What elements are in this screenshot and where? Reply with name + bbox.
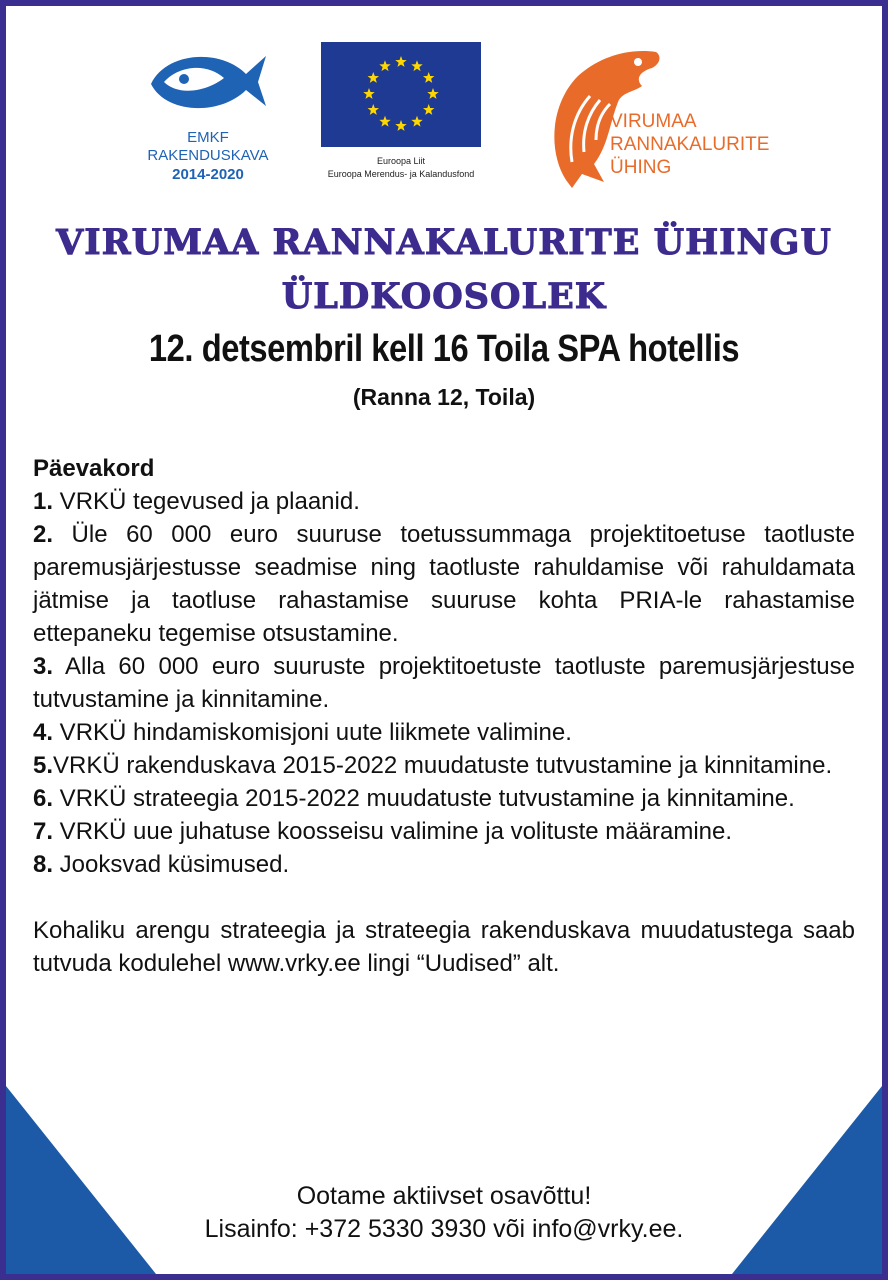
agenda-item-text: Üle 60 000 euro suuruse toetussummaga projektitoetuse taotluste paremusjärjestusse seadmise ning taotluste rahuldamise või rahuldamata jätmise ja taotluse rahastamise suuruse kohta PRIA-le rahastamise ettepaneku tegemise otsustamine. (33, 521, 855, 647)
eu-star-icon (368, 104, 379, 115)
event-address: (Ranna 12, Toila) (352, 384, 536, 410)
agenda-item (33, 518, 855, 650)
agenda-item (33, 749, 855, 782)
eu-star-icon (423, 104, 434, 115)
emkf-years-label: 2014-2020 (172, 166, 244, 183)
vrku-label-line1: VIRUMAA (610, 111, 697, 132)
emkf-program-label: RAKENDUSKAVA (147, 147, 269, 164)
agenda-item-number: 2. (33, 521, 54, 548)
eu-star-icon (379, 60, 390, 71)
vrku-logo (538, 42, 788, 192)
agenda-item-number: 1. (33, 488, 54, 515)
eu-star-icon (368, 72, 379, 83)
logo-bar (6, 6, 882, 206)
agenda-item-text: Alla 60 000 euro suuruste projektitoetuste taotluste paremusjärjestuse tutvustamine ja kinnitamine. (33, 653, 855, 713)
emkf-logo (118, 44, 298, 189)
agenda-item-text: VRKÜ uue juhatuse koosseisu valimine ja volituste määramine. (53, 818, 733, 845)
contact-info: Lisainfo: +372 5330 3930 või info@vrky.ee. (204, 1215, 684, 1243)
invitation-text: Ootame aktiivset osavõttu! (296, 1182, 592, 1210)
agenda-item-number: 5. (33, 752, 54, 779)
footer (6, 1180, 882, 1246)
eu-star-icon (379, 116, 390, 127)
agenda-item (33, 815, 855, 848)
agenda-item (33, 650, 855, 716)
vrku-label-line3: ÜHING (610, 157, 672, 178)
agenda-item-text: VRKÜ tegevused ja plaanid. (53, 488, 360, 515)
agenda-item-text: Jooksvad küsimused. (53, 851, 290, 878)
agenda-item (33, 848, 855, 881)
eu-star-icon (423, 72, 434, 83)
agenda-item-number: 3. (33, 653, 54, 680)
eu-star-icon (363, 88, 374, 99)
agenda-item-number: 8. (33, 851, 54, 878)
eu-logo (321, 42, 481, 190)
fish-icon (148, 44, 268, 119)
event-title-line1: VIRUMAA RANNAKALURITE ÜHINGU (56, 222, 832, 263)
vrku-label-line2: RANNAKALURITE (610, 134, 770, 155)
eu-star-icon (395, 56, 406, 67)
agenda-title: Päevakord (33, 455, 155, 482)
agenda-item (33, 485, 855, 518)
agenda-item (33, 716, 855, 749)
eu-star-icon (411, 60, 422, 71)
eu-star-icon (411, 116, 422, 127)
strategy-note: Kohaliku arengu strateegia ja strateegia rakenduskava muudatustega saab tutvuda kodulehel www.vrky.ee lingi “Uudised” alt. (33, 917, 855, 977)
agenda-item (33, 782, 855, 815)
eu-flag (321, 42, 481, 147)
eu-fund-label: Euroopa Merendus- ja Kalandusfond (327, 169, 475, 179)
agenda-item-text: VRKÜ rakenduskava 2015-2022 muudatuste tutvustamine ja kinnitamine. (53, 752, 833, 779)
agenda-item-number: 4. (33, 719, 54, 746)
agenda-item-number: 6. (33, 785, 54, 812)
agenda (33, 452, 855, 980)
eu-label: Euroopa Liit (376, 156, 426, 166)
agenda-spacer (33, 881, 855, 914)
agenda-item-number: 7. (33, 818, 54, 845)
event-date-location: 12. detsembril kell 16 Toila SPA hotellis (148, 328, 740, 370)
emkf-label: EMKF (187, 129, 229, 146)
agenda-item-text: VRKÜ hindamiskomisjoni uute liikmete valimine. (53, 719, 572, 746)
event-title-line2: ÜLDKOOSOLEK (281, 276, 607, 317)
eu-stars-icon (321, 42, 481, 147)
eu-star-icon (395, 120, 406, 131)
eu-star-icon (427, 88, 438, 99)
agenda-item-text: VRKÜ strateegia 2015-2022 muudatuste tutvustamine ja kinnitamine. (53, 785, 795, 812)
